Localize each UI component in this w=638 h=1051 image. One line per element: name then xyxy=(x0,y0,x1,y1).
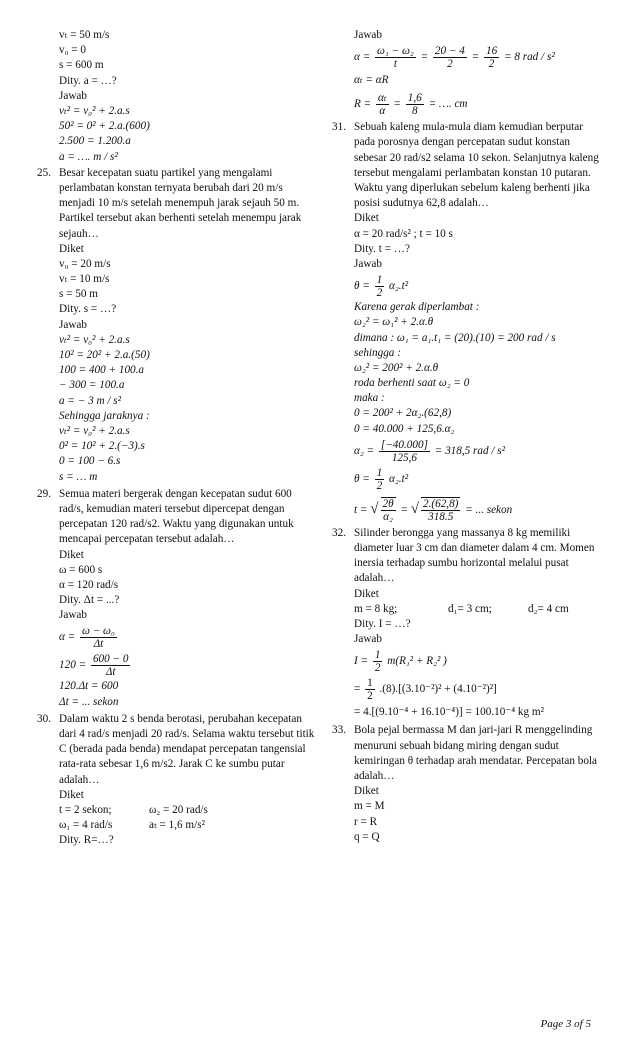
question-number: 29. xyxy=(37,487,51,500)
q32-given-row xyxy=(332,602,602,617)
text-line: α = 20 rad/s² ; t = 10 s xyxy=(354,227,453,240)
question-25 xyxy=(37,166,319,242)
equation-result: = …. cm xyxy=(428,98,468,111)
q30-equation-alpha xyxy=(332,43,602,71)
q31-equation-theta-2 xyxy=(332,465,602,493)
text-line: Diket xyxy=(59,242,84,255)
denominator: 2 xyxy=(367,690,373,703)
sqrt-icon: √ xyxy=(370,500,379,517)
text-line: v₀ = 0 xyxy=(59,44,86,57)
q30-given-row-1 xyxy=(37,803,319,818)
given-at: aₜ = 1,6 m/s² xyxy=(149,819,205,832)
equation-left: R = xyxy=(354,98,372,111)
text-line: vₜ = 50 m/s xyxy=(59,29,110,41)
text-line: Jawab xyxy=(59,609,87,622)
denominator: 2 xyxy=(376,479,383,492)
question-number: 25. xyxy=(37,166,51,179)
equation-result: = ... sekon xyxy=(465,503,513,516)
q31-working xyxy=(332,300,602,437)
fraction xyxy=(91,653,131,678)
question-33 xyxy=(332,723,602,784)
question-30 xyxy=(37,712,319,788)
q30-given-row-2 xyxy=(37,818,319,833)
text-line: Sehingga jaraknya : xyxy=(59,409,150,422)
q30-equation-at: αₜ = αR xyxy=(354,74,389,87)
text-line: 10² = 20² + 2.a.(50) xyxy=(59,349,150,362)
text-line: 2.500 = 1.200.a xyxy=(59,135,131,148)
numerator: 2θ xyxy=(382,498,394,511)
equation-left: 120 = xyxy=(59,659,87,672)
q32-equation-i xyxy=(332,647,602,675)
denominator: 8 xyxy=(411,105,418,118)
question-text: Dalam waktu 2 s benda berotasi, perubahan kecepatan dari 4 rad/s menjadi 20 rad/s. Selama waktu tersebut titik C (berada pada benda) mendapat percepatan tangensial rata-rata sebesar 1,6 m/s2. Jarak C ke sumbu putar adalah… xyxy=(59,712,315,786)
equation-result: m(R₁² + R₂² ) xyxy=(387,655,447,668)
q30-equation-r xyxy=(332,90,602,118)
equation-left: α = xyxy=(354,51,371,64)
text-line: vₜ² = v₀² + 2.a.s xyxy=(59,104,130,117)
text-line: Karena gerak diperlambat : xyxy=(354,301,480,314)
text-line: a = − 3 m / s² xyxy=(59,394,121,407)
question-32 xyxy=(332,526,602,587)
text-line: roda berhenti saat ω₂ = 0 xyxy=(354,377,470,390)
equation-result: = 8 rad / s² xyxy=(503,51,555,64)
equals: = xyxy=(393,98,401,111)
fraction xyxy=(375,45,416,70)
q32-jawab: Jawab xyxy=(354,633,382,646)
equation-left: t = xyxy=(354,503,368,516)
numerator: 1 xyxy=(376,274,383,287)
numerator: 1 xyxy=(376,466,383,479)
denominator: 318.5 xyxy=(428,511,454,524)
q30-jawab: Jawab xyxy=(354,29,382,41)
text-line: dimana : ω₁ = a₁.t₁ = (20).(10) = 200 rad / s xyxy=(354,331,556,344)
question-text: Silinder berongga yang massanya 8 kg memiliki diameter luar 3 cm dan diameter dalam 4 cm. Momen inersia terhadap sumbu horizontal melalui pusat adalah… xyxy=(354,526,595,585)
text-line: v₀ = 20 m/s xyxy=(59,257,111,270)
numerator: αₜ xyxy=(377,92,387,105)
equation-left: I = xyxy=(354,655,369,668)
fraction xyxy=(421,497,460,523)
given-d1: d₁= 3 cm; xyxy=(448,602,492,615)
text-line: Dity. a = …? xyxy=(59,74,117,87)
numerator: 1 xyxy=(367,677,373,690)
text-line: Diket xyxy=(59,548,84,561)
text-line: Dity. t = …? xyxy=(354,242,410,255)
q31-equation-alpha2 xyxy=(332,437,602,465)
denominator: t xyxy=(393,58,397,71)
numerator: ω − ω₀ xyxy=(82,625,115,638)
denominator: α xyxy=(379,105,386,118)
given-time: t = 2 sekon; xyxy=(59,804,112,817)
given-omega2: ω₂ = 20 rad/s xyxy=(149,804,208,817)
equation-left: = xyxy=(354,683,361,696)
equation-left: θ = xyxy=(354,280,370,293)
text-line: 0 = 200² + 2α₂.(62,8) xyxy=(354,407,452,420)
numerator: 2.(62,8) xyxy=(422,498,459,511)
equation-result: .(8).[(3.10⁻²)² + (4.10⁻²)²] xyxy=(379,683,497,696)
text-line: Diket xyxy=(354,785,379,798)
equals: = xyxy=(400,503,408,516)
text-line: maka : xyxy=(354,392,385,405)
question-number: 32. xyxy=(332,526,346,539)
question-31 xyxy=(332,120,602,211)
question-text: Bola pejal bermassa M dan jari-jari R menggelinding menuruni sebuah bidang miring dengan sudut kemiringan θ terhadap arah mendatar. Percepatan bola adalah… xyxy=(354,724,597,783)
equation-left: α = xyxy=(59,631,76,644)
denominator: Δt xyxy=(105,666,116,679)
numerator: 600 − 0 xyxy=(92,653,129,666)
numerator: 1,6 xyxy=(407,92,422,105)
numerator: ω₁ − ω₂ xyxy=(377,45,414,58)
question-number: 31. xyxy=(332,121,346,134)
left-column xyxy=(37,28,319,849)
q31-given xyxy=(332,211,602,272)
q30-diket: Diket xyxy=(59,788,84,801)
q30-dity: Dity. R=…? xyxy=(59,834,114,847)
equation-left: θ = xyxy=(354,472,370,485)
text-line: 0 = 40.000 + 125,6.α₂ xyxy=(354,422,455,435)
q31-equation-theta xyxy=(332,272,602,300)
q25-solution xyxy=(37,242,319,485)
text-line: 0² = 10² + 2.(−3).s xyxy=(59,440,145,453)
text-line: ω₂² = ω₁² + 2.α.θ xyxy=(354,316,434,329)
text-line: vₜ² = v₀² + 2.a.s xyxy=(59,424,130,437)
text-line: r = R xyxy=(354,815,378,828)
text-line: Jawab xyxy=(59,89,87,102)
text-line: vₜ² = v₀² + 2.a.s xyxy=(59,333,130,346)
denominator: 2 xyxy=(447,58,453,71)
text-line: Jawab xyxy=(59,318,87,331)
given-d2: d₂= 4 cm xyxy=(528,602,569,615)
q33-given xyxy=(332,784,602,845)
fraction xyxy=(406,92,424,117)
text-line: − 300 = 100.a xyxy=(59,379,125,392)
text-line: Dity. s = …? xyxy=(59,303,117,316)
fraction xyxy=(373,649,383,674)
fraction xyxy=(80,625,117,650)
text-line: s = 50 m xyxy=(59,288,98,301)
given-mass: m = 8 kg; xyxy=(354,602,398,615)
fraction xyxy=(433,45,467,70)
numerator: [−40.000] xyxy=(380,438,428,451)
text-line: 0 = 100 − 6.s xyxy=(59,455,121,468)
text-line: ω = 600 s xyxy=(59,563,103,576)
question-number: 33. xyxy=(332,724,346,737)
page-number-footer: Page 3 of 5 xyxy=(540,1018,591,1030)
equation-result: α₂.t² xyxy=(389,280,409,293)
right-column xyxy=(332,28,602,845)
q29-fraction-2 xyxy=(37,651,319,679)
question-text: Besar kecepatan suatu partikel yang mengalami perlambatan konstan ternyata berubah dari 20 m/s menjadi 10 m/s setelah menempuh jarak sejauh 50 m. Partikel tersebut akan berhenti setelah menempu jarak sejauh… xyxy=(59,166,302,240)
numerator: 1 xyxy=(374,649,381,662)
equation-left: α₂ = xyxy=(354,444,375,457)
question-29 xyxy=(37,487,319,548)
text-line: ω₂² = 200² + 2.α.θ xyxy=(354,361,439,374)
question-text: Sebuah kaleng mula-mula diam kemudian berputar pada porosnya dengan percepatan sudut konstan sebesar 20 rad/s2 selama 10 sekon. Selanjutnya kaleng tersebut mengalami perlambatan konstan 10 putaran. Waktu yang diperlukan sebelum kaleng berhenti jika posisi sudutnya 62,8 adalah… xyxy=(354,121,599,210)
text-line: vₜ = 10 m/s xyxy=(59,273,110,286)
text-line: s = 600 m xyxy=(59,59,104,72)
denominator: Δt xyxy=(93,638,104,651)
given-omega1: ω₁ = 4 rad/s xyxy=(59,819,113,832)
fraction xyxy=(376,92,389,117)
numerator: 16 xyxy=(486,45,498,58)
fraction xyxy=(381,497,396,523)
denominator: 2 xyxy=(376,287,383,300)
denominator: 125,6 xyxy=(391,451,417,464)
text-line: Dity. Δt = ...? xyxy=(59,594,120,607)
text-line: sehingga : xyxy=(354,346,401,359)
text-line: α = 120 rad/s xyxy=(59,578,119,591)
fraction xyxy=(379,439,430,464)
equation-result: α₂.t² xyxy=(389,472,409,485)
text-line: a = …. m / s² xyxy=(59,150,118,163)
equals: = xyxy=(420,51,429,64)
text-line: s = … m xyxy=(59,470,98,483)
q31-equation-t xyxy=(332,493,602,525)
text-line: 100 = 400 + 100.a xyxy=(59,364,145,377)
q32-equation-i-2 xyxy=(332,675,602,703)
text-line: Δt = ... sekon xyxy=(59,695,119,708)
denominator: 2 xyxy=(374,662,381,675)
q24-solution xyxy=(37,28,319,165)
question-number: 30. xyxy=(37,712,51,725)
q32-equation-i-3: = 4.[(9.10⁻⁴ + 16.10⁻⁴)] = 100.10⁻⁴ kg m² xyxy=(354,706,544,719)
q29-result xyxy=(37,679,319,709)
numerator: 20 − 4 xyxy=(434,45,465,58)
text-line: m = M xyxy=(354,800,385,813)
equation-result: = 318,5 rad / s² xyxy=(434,444,506,457)
fraction xyxy=(365,677,375,702)
equals: = xyxy=(471,51,480,64)
q32-diket: Diket xyxy=(354,587,379,600)
text-line: Jawab xyxy=(354,257,382,270)
text-line: 120.Δt = 600 xyxy=(59,680,119,693)
question-text: Semua materi bergerak dengan kecepatan sudut 600 rad/s, kemudian materi tersebut dipercepat dengan percepatan 120 rad/s2. Waktu yang digunakan untuk mencapai percepatan tersebut adalah… xyxy=(59,487,294,546)
fraction xyxy=(375,467,385,492)
q29-given xyxy=(37,548,319,624)
denominator: 2 xyxy=(488,58,495,71)
q32-dity: Dity. I = …? xyxy=(354,618,411,631)
text-line: q = Q xyxy=(354,830,380,843)
q29-fraction-1 xyxy=(37,623,319,651)
text-line: 50² = 0² + 2.a.(600) xyxy=(59,120,150,133)
denominator: α₂ xyxy=(383,511,393,524)
fraction xyxy=(484,45,499,70)
text-line: Diket xyxy=(354,212,379,225)
sqrt-icon: √ xyxy=(410,500,419,517)
fraction xyxy=(375,274,385,299)
